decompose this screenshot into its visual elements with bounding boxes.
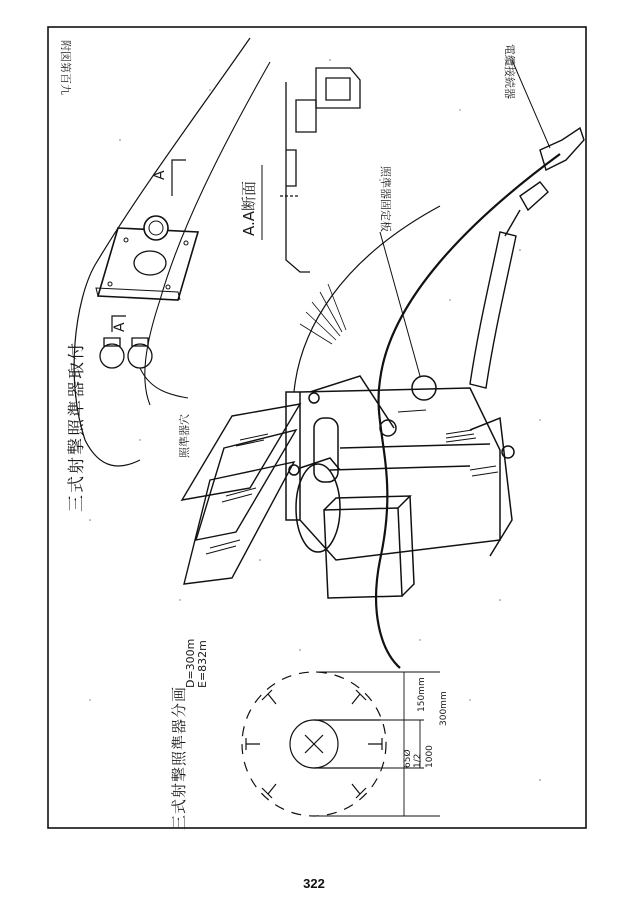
cable-leader [512, 60, 550, 148]
svg-text:A: A [112, 322, 128, 332]
plate-title: 三式射撃照準器取付 [67, 341, 87, 512]
dim-label-150: 150mm [417, 677, 427, 712]
reticle-formula-1: D=300m [184, 638, 197, 688]
section-a-mark-bottom [112, 316, 128, 332]
dim-label-1000: 1000 [425, 745, 435, 768]
sight-body [286, 376, 514, 598]
dim-label-half: 1/2 [413, 753, 423, 768]
callout-sight-holder: 照準器固定板 [379, 166, 392, 232]
dim-label-65: 65Ø [403, 749, 413, 768]
page-number: 322 [303, 876, 325, 891]
section-aa-label: A.A断面 [240, 180, 258, 236]
mounting-plate [96, 216, 198, 300]
lamp-bulbs [100, 338, 152, 368]
windshield-arc [294, 206, 440, 392]
dim-label-300: 300mm [439, 691, 449, 726]
reticle-formula-2: E=832m [196, 640, 209, 688]
airframe-curve-outer [74, 38, 250, 466]
paper-speckle [89, 59, 541, 781]
callout-lamp-holes: 照準器穴 [178, 414, 191, 458]
reflector-glass-plates [182, 404, 300, 584]
windshield-rays [300, 284, 346, 344]
section-a-mark-top [152, 160, 186, 196]
callout-cable-connector: 電纜接続器 [503, 44, 516, 99]
cable-connector [505, 128, 584, 236]
plate-label: 附図第百九 [59, 40, 72, 95]
section-aa-profile [280, 68, 360, 272]
electric-cable [376, 154, 560, 668]
svg-text:A: A [152, 170, 168, 180]
mount-arm [470, 232, 516, 388]
drawing-border [48, 27, 586, 828]
reticle-pattern [242, 672, 386, 816]
reticle-caption: 三式射撃照準器分画 [170, 685, 188, 830]
